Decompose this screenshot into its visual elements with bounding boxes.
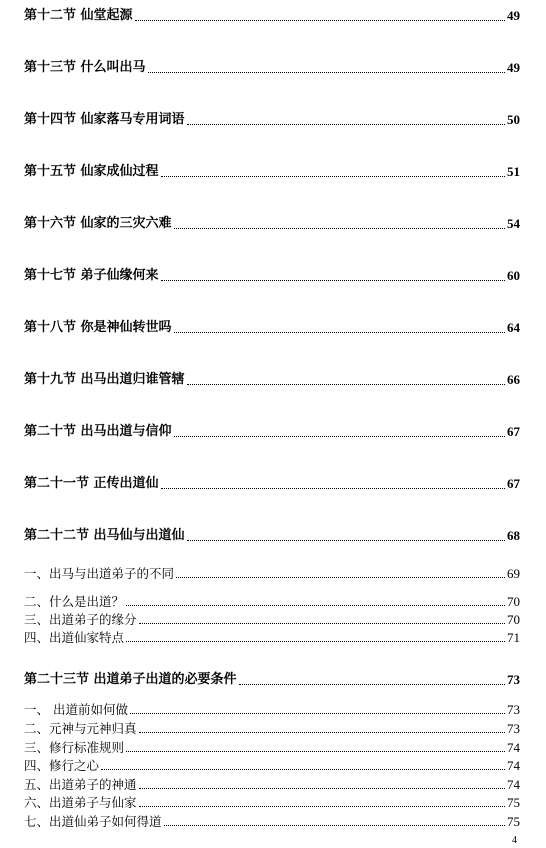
dot-leader — [176, 577, 505, 578]
dot-leader — [139, 732, 505, 733]
toc-section-17[interactable] — [24, 268, 520, 284]
toc-title: 四、修行之心 — [24, 758, 100, 773]
toc-title: 第二十节 出马出道与信仰 — [24, 424, 172, 439]
toc-subsection[interactable] — [24, 721, 520, 736]
toc-page: 64 — [507, 320, 520, 335]
toc-title: 一、出马与出道弟子的不同 — [24, 566, 175, 581]
dot-leader — [161, 176, 505, 177]
toc-section-16[interactable] — [24, 216, 520, 232]
toc-page: 51 — [507, 164, 520, 179]
dot-leader — [101, 769, 505, 770]
dot-leader — [174, 332, 505, 333]
dot-leader — [126, 751, 505, 752]
dot-leader — [139, 788, 505, 789]
dot-leader — [126, 605, 505, 606]
toc-section-23[interactable] — [24, 672, 520, 688]
toc-title: 第二十二节 出马仙与出道仙 — [24, 528, 185, 543]
toc-page: 67 — [507, 424, 520, 439]
toc-page: 74 — [507, 758, 520, 773]
toc-page: 70 — [507, 612, 520, 627]
toc-title: 三、修行标准规则 — [24, 740, 125, 755]
toc-subsection[interactable] — [24, 758, 520, 773]
toc-page: 54 — [507, 216, 520, 231]
toc-section-20[interactable] — [24, 424, 520, 440]
toc-title: 第十五节 仙家成仙过程 — [24, 164, 159, 179]
toc-page: 50 — [507, 112, 520, 127]
dot-leader — [187, 540, 505, 541]
toc-title: 六、出道弟子与仙家 — [24, 795, 137, 810]
toc-page: 75 — [507, 814, 520, 829]
toc-section-19[interactable] — [24, 372, 520, 388]
toc-page: 73 — [507, 702, 520, 717]
dot-leader — [174, 228, 505, 229]
toc-section-12[interactable] — [24, 8, 520, 24]
dot-leader — [135, 20, 505, 21]
toc-title: 二、元神与元神归真 — [24, 721, 137, 736]
toc-subsection[interactable] — [24, 566, 520, 581]
toc-section-22[interactable] — [24, 528, 520, 544]
toc-title: 五、出道弟子的神通 — [24, 777, 137, 792]
toc-page: 69 — [507, 566, 520, 581]
toc-title: 第十三节 什么叫出马 — [24, 60, 146, 75]
toc-page: 74 — [507, 777, 520, 792]
dot-leader — [161, 280, 505, 281]
toc-subsection[interactable] — [24, 740, 520, 755]
toc-title: 第二十三节 出道弟子出道的必要条件 — [24, 672, 237, 687]
dot-leader — [148, 72, 505, 73]
dot-leader — [239, 684, 505, 685]
toc-title: 第十七节 弟子仙缘何来 — [24, 268, 159, 283]
toc-title: 三、出道弟子的缘分 — [24, 612, 137, 627]
toc-title: 第十六节 仙家的三灾六难 — [24, 216, 172, 231]
toc-title: 第十九节 出马出道归谁管辖 — [24, 372, 185, 387]
toc-page: 60 — [507, 268, 520, 283]
toc-title: 第二十一节 正传出道仙 — [24, 476, 159, 491]
toc-section-13[interactable] — [24, 60, 520, 76]
toc-page: 67 — [507, 476, 520, 491]
toc-page: 49 — [507, 60, 520, 75]
dot-leader — [139, 806, 505, 807]
toc-title: 一、 出道前如何做 — [24, 702, 128, 717]
toc-subsection[interactable] — [24, 814, 520, 829]
toc-page: 73 — [507, 721, 520, 736]
toc-subsection[interactable] — [24, 702, 520, 717]
toc-subsection[interactable] — [24, 777, 520, 792]
dot-leader — [130, 713, 505, 714]
toc-page: 68 — [507, 528, 520, 543]
toc-title: 第十二节 仙堂起源 — [24, 8, 133, 23]
toc-title: 第十四节 仙家落马专用词语 — [24, 112, 185, 127]
toc-section-14[interactable] — [24, 112, 520, 128]
toc-page: 71 — [507, 630, 520, 645]
toc-section-21[interactable] — [24, 476, 520, 492]
toc-section-15[interactable] — [24, 164, 520, 180]
dot-leader — [139, 623, 505, 624]
toc-page: 70 — [507, 594, 520, 609]
toc-title: 四、出道仙家特点 — [24, 630, 125, 645]
dot-leader — [187, 384, 505, 385]
toc-page: 74 — [507, 740, 520, 755]
toc-subsection[interactable] — [24, 630, 520, 645]
toc-subsection[interactable] — [24, 795, 520, 810]
toc-page: 75 — [507, 795, 520, 810]
toc-subsection[interactable] — [24, 594, 520, 609]
dot-leader — [161, 488, 505, 489]
toc-title: 二、什么是出道？ — [24, 594, 125, 609]
toc-page: 73 — [507, 672, 520, 687]
dot-leader — [187, 124, 505, 125]
dot-leader — [174, 436, 505, 437]
toc-page: 66 — [507, 372, 520, 387]
toc-subsection[interactable] — [24, 612, 520, 627]
toc-title: 第十八节 你是神仙转世吗 — [24, 320, 172, 335]
page-number: 4 — [512, 835, 517, 846]
toc-page: 49 — [507, 8, 520, 23]
toc-section-18[interactable] — [24, 320, 520, 336]
toc-title: 七、出道仙弟子如何得道 — [24, 814, 162, 829]
dot-leader — [126, 641, 505, 642]
dot-leader — [164, 825, 505, 826]
